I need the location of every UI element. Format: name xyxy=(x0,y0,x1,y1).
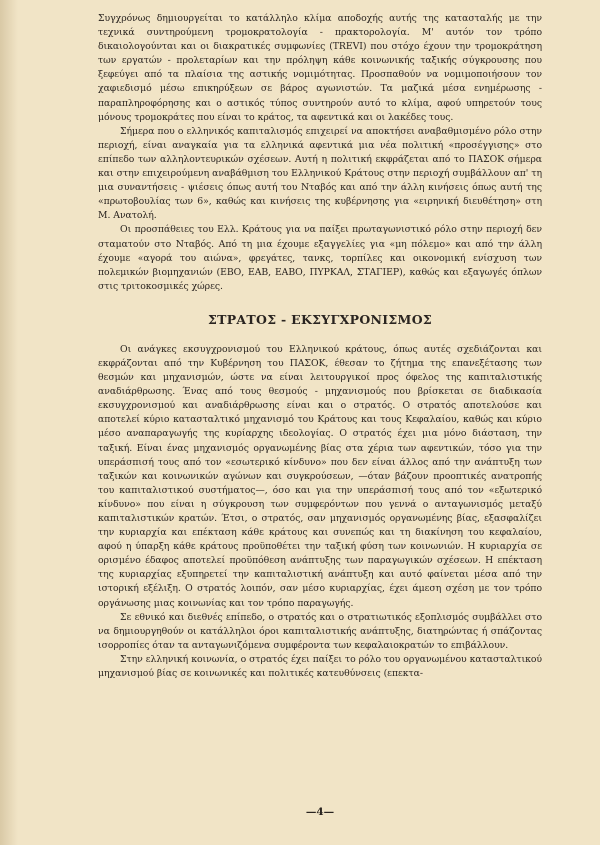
body-paragraph-6: Στην ελληνική κοινωνία, ο στρατός έχει παίξει το ρόλο του οργανωμένου κατασταλτικού μηχανισμού βίας σε κοινωνικές και πολιτικές κατευθύνσεις (επεκτα- xyxy=(98,653,542,680)
section-heading: ΣΤΡΑΤΟΣ - ΕΚΣΥΓΧΡΟΝΙΣΜΟΣ xyxy=(207,311,433,327)
body-paragraph-5: Σε εθνικό και διεθνές επίπεδο, ο στρατός και ο στρατιωτικός εξοπλισμός συμβάλλει στο να δημιουργηθούν οι κατάλληλοι όροι καπιταλιστικής ανάπτυξης, διατηρώντας ή σπάζοντας ισορροπίες όταν τα ανταγωνιζόμενα συμφέροντα των κεφαλαιοκρατών το επιβάλλουν. xyxy=(98,611,542,651)
page-number: —4— xyxy=(305,806,335,818)
page-edge-shadow xyxy=(0,0,18,845)
body-paragraph-1: Συγχρόνως δημιουργείται το κατάλληλο κλίμα αποδοχής αυτής της κατασταλής με την τεχνικά συντηρούμενη τρομοκρατολογία - πρακτορολογία. Μ' αυτόν τον τρόπο δικαιολογούνται και οι διακρατικές συμφωνίες (TREVI) που στόχο έχουν την τρομοκράτηση των εργατών - προλεταρίων και την πρόληψη κάθε κοινωνικής ταξικής σύγκρουσης που ξεφεύγει από τα πλαίσια της αστικής νομιμότητας. Προσπαθούν να νομιμοποιήσουν τον χαφιεδισμό μέσω επικηρύξεων σε βάρος αγωνιστών. Τα μαζικά μέσα ενημέρωσης - παραπληροφόρησης και ο αστικός τύπος συντηρούν αυτό το κλίμα, αφού υπηρετούν τους μόνους τρομοκράτες που είναι το κράτος, τα αφεντικά και οι λακέδες τους. xyxy=(98,13,542,123)
body-paragraph-2: Σήμερα που ο ελληνικός καπιταλισμός επιχειρεί να αποκτήσει αναβαθμισμένο ρόλο στην περιοχή, είναι αναγκαία για τα ελληνικά αφεντικά μια νέα πολιτική «προσέγγισης» στο επίπεδο των αλληλοντευρικών σχέσεων. Αυτή η πολιτική εκφράζεται από το ΠΑΣΟΚ σήμερα και στην επιχειρούμενη αναβάθμιση του Ελληνικού Κράτους στην περιοχή συμβάλλουν απ' τη μια συναντήσεις - ψιέσεις όπως αυτή του Νταβός και από την άλλη κινήσεις όπως αυτή της «πρωτοβουλίας των 6», καθώς και κινήσεις της κυβέρνησης για «ειρηνική διευθέτηση» στη Μ. Ανατολή. xyxy=(98,125,542,222)
body-paragraph-3: Οι προσπάθειες του Ελλ. Κράτους για να παίξει πρωταγωνιστικό ρόλο στην περιοχή δεν σταματούν στο Νταβός. Από τη μια έχουμε εξαγγελίες για «μη πόλεμο» και από την άλλη έχουμε «αγορά του αιώνα», φρεγάτες, τανκς, τορπίλες και οικονομική ενίσχυση των πολεμικών βιομηχανιών (ΕΒΟ, ΕΑΒ, ΕΑΒΟ, ΠΥΡΚΑΛ, ΣΤΑΓΙΕΡ), καθώς και εξαγωγές όπλων στις τριτοκοσμικές χώρες. xyxy=(98,224,542,292)
body-paragraph-4: Οι ανάγκες εκσυγχρονισμού του Ελληνικού κράτους, όπως αυτές σχεδιάζονται και εκφράζονται από την Κυβέρνηση του ΠΑΣΟΚ, έθεσαν το ζήτημα της επανεξέτασης των θεσμών και μηχανισμών, ώστε να είναι λειτουργικοί προς όφελος της καπιταλιστικής αναδιάρθρωσης. Ένας από τους θεσμούς - μηχανισμούς που βρίσκεται σε διαδικασία εκσυγχρονισμού και αναδιάρθρωσης είναι και ο στρατός. Ο στρατός αποτελούσε και αποτελεί κύριο κατασταλτικό μηχανισμό του Κράτους και τους Κεφαλαίου, καθώς και κύριο μέσο αναπαραγωγής της κυρίαρχης ιδεολογίας. Ο στρατός έχει μια μόνο διάσταση, την ταξική. Είναι ένας μηχανισμός οργανωμένης βίας στα χέρια των αφεντικών, τόσο για την υπεράσπισή τους από τον «εσωτερικό κίνδυνο» που δεν είναι άλλος από την ανάπτυξη των ταξικών και κοινωνικών αγώνων και συγκρούσεων, —όταν βάζουν προοπτικές ανατροπής του καπιταλιστικού συστήματος—, όσο και για την υπεράσπισή τους από τον «εξωτερικό κίνδυνο» που είναι η σύγκρουση των συμφερόντων που γεννά ο ανταγωνισμός μεταξύ καπιταλιστικών κρατών. Έτσι, ο στρατός, σαν μηχανισμός οργανωμένης βίας, εξασφαλίζει την κυριαρχία και επέκταση κάθε κράτους και συνεπώς και τη διακίνηση του κεφαλαίου, αφού η ύπαρξη κάθε κράτους προϋποθέτει την ταξική φύση των κοινωνιών. Η κυριαρχία σε ορισμένο έδαφος αποτελεί προϋπόθεση ανάπτυξης των παραγωγικών σχέσεων. Η επέκταση της κυριαρχίας εξυπηρετεί την καπιταλιστική ανάπτυξη και αυτό φαίνεται μέσα από την ιστορική εξέλιξη. Ο στρατός λοιπόν, σαν μέσο κυριαρχίας, έχει άμεση σχέση με τον τρόπο οργάνωσης μιας κοινωνίας και τον τρόπο παραγωγής. xyxy=(98,343,542,609)
